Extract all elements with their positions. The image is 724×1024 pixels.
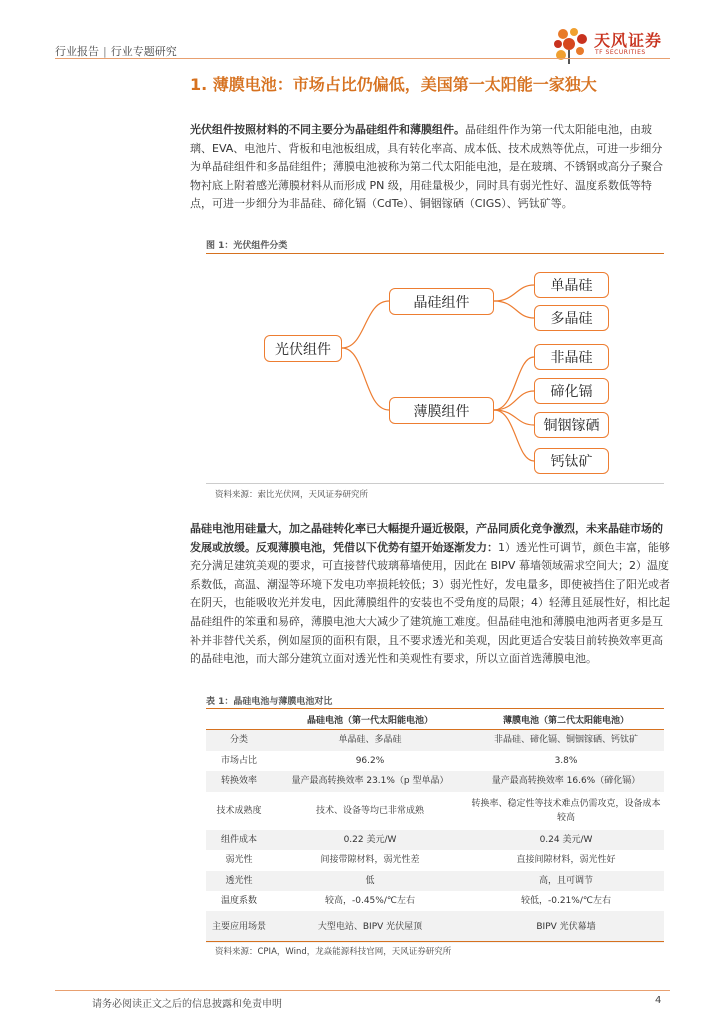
- table-row: [206, 911, 664, 943]
- table-cell: 转换率、稳定性等技术难点仍需攻克，设备成本较高: [471, 798, 661, 823]
- footer-disclaimer: 请务必阅读正文之后的信息披露和免责申明: [92, 999, 282, 1010]
- table-cell: 直接间隙材料，弱光性好: [516, 855, 616, 865]
- table-row: [206, 871, 664, 891]
- paragraph-advantages: [190, 520, 670, 669]
- table-source: 资料来源：CPIA，Wind，龙焱能源科技官网，天风证券研究所: [215, 947, 452, 957]
- footer-divider: [55, 990, 670, 991]
- table-cell: 弱光性: [225, 855, 253, 865]
- table-cell: 主要应用场景: [206, 911, 272, 943]
- paragraph-intro: [190, 121, 670, 214]
- table-header-cell: 薄膜电池（第二代太阳能电池）: [468, 709, 664, 730]
- paragraph-advantages-lead: 晶硅电池用硅量大，加之晶硅转化率已大幅提升逼近极限，产品同质化竞争激烈，未来晶硅市场的发展或放缓。反观薄膜电池，凭借以下优势有望开始逐渐发力：: [190, 522, 663, 554]
- table-cell: 较低，-0.21%/℃左右: [521, 895, 611, 906]
- logo-flower-icon: [550, 26, 592, 66]
- table-cell: 非晶硅、碲化镉、铜铟镓硒、钙钛矿: [468, 730, 664, 751]
- table-cell: 组件成本: [206, 830, 272, 850]
- logo-en: TF SECURITIES: [595, 49, 646, 56]
- table-cell: 单晶硅、多晶硅: [272, 730, 468, 751]
- header-divider: [55, 58, 670, 59]
- table-cell: 分类: [206, 730, 272, 751]
- page-header: [55, 31, 670, 68]
- node-pv-module: 光伏组件: [264, 335, 342, 362]
- table-cell: 技术、设备等均已非常成熟: [315, 805, 424, 816]
- table-row: [206, 751, 664, 771]
- table-cell: 透光性: [206, 871, 272, 891]
- node-amorphous-silicon: 非晶硅: [534, 344, 609, 370]
- table-cell: 转换效率: [206, 771, 272, 792]
- section-title: 1. 薄膜电池：市场占比仍偏低，美国第一太阳能一家独大: [190, 75, 597, 94]
- table-header-cell: [206, 709, 272, 730]
- paragraph-intro-body: 晶硅组件作为第一代太阳能电池，由玻璃、EVA、电池片、背板和电池板组成，具有转化率高、成本低、技术成熟等优点，可进一步细分为单晶硅组件和多晶硅组件；薄膜电池被称为第二代太阳能电池，是在玻璃、不锈钢或高分子聚合物衬底上附着感光薄膜材料从而形成 PN 级，用硅量极少，同时具有弱光性好、温度系数低等特点，可进一步细分为非晶硅、碲化镉（CdTe）、铜铟镓硒（CIGS）、钙钛矿等。: [190, 123, 663, 211]
- table-cell: 量产最高转换效率 23.1%（p 型单晶）: [272, 771, 468, 792]
- paragraph-intro-lead: 光伏组件按照材料的不同主要分为晶硅组件和薄膜组件。: [190, 123, 465, 136]
- page-number: 4: [655, 995, 662, 1006]
- table-header-row: [206, 709, 664, 730]
- table-cell: 技术成熟度: [216, 805, 262, 816]
- logo-name: 天风证券: [594, 31, 663, 50]
- node-cdte: 碲化镉: [534, 378, 609, 404]
- table-row: [206, 891, 664, 911]
- table-cell: 温度系数: [220, 895, 257, 906]
- table-cell: 量产最高转换效率 16.6%（碲化镉）: [468, 771, 664, 792]
- figure-label: 图 1：光伏组件分类: [206, 241, 288, 251]
- paragraph-advantages-body: 1）透光性可调节，颜色丰富，能够充分满足建筑美观的要求，可直接替代玻璃幕墙使用，因此在 BIPV 幕墙领域需求空间大；2）温度系数低，高温、潮湿等环境下发电功率损耗较低；3）弱光性好，发电量多，即使被挡住了阳光或者在阴天，也能吸收光并发电，因此薄膜组件的安装也不受角度的局限；4）轻薄且延展性好，相比起晶硅组件的笨重和易碎，薄膜电池大大减少了建筑施工难度。但晶硅电池和薄膜电池两者更多是互补并非替代关系，例如屋顶的面积有限，且不要求透光和美观，因此更适合安装目前转换效率更高的晶硅电池，而大部分建筑立面对透光性和美观性有要求，所以立面首选薄膜电池。: [190, 540, 670, 666]
- classification-diagram: [206, 258, 666, 483]
- figure-source: 资料来源：索比光伏网，天风证券研究所: [215, 490, 369, 500]
- table-cell: 低: [272, 871, 468, 891]
- node-cigs: 铜铟镓硒: [534, 412, 609, 438]
- figure-top-rule: [206, 253, 664, 254]
- table-cell: 0.24 美元/W: [468, 830, 664, 850]
- node-poly-silicon: 多晶硅: [534, 305, 609, 331]
- table-cell: 间接带隙材料，弱光性差: [320, 855, 420, 865]
- table-cell: 0.22 美元/W: [272, 830, 468, 850]
- header-category: [55, 43, 177, 59]
- header-report-type: 行业报告: [55, 45, 99, 58]
- table-cell: BIPV 光伏幕墙: [468, 911, 664, 943]
- table-cell: 大型电站、BIPV 光伏屋顶: [272, 911, 468, 943]
- table-label: 表 1：晶硅电池与薄膜电池对比: [206, 697, 333, 707]
- table-row: [206, 850, 664, 871]
- table-row: [206, 830, 664, 850]
- table-cell: 96.2%: [355, 755, 385, 766]
- header-separator: |: [103, 45, 107, 58]
- node-mono-silicon: 单晶硅: [534, 272, 609, 298]
- table-bottom-rule: [206, 941, 664, 942]
- table-row: [206, 792, 664, 830]
- table-cell: 高，且可调节: [468, 871, 664, 891]
- table-cell: 3.8%: [554, 755, 578, 766]
- table-cell: 市场占比: [220, 755, 257, 766]
- comparison-table: [206, 708, 664, 943]
- node-crystalline: 晶硅组件: [389, 288, 494, 315]
- node-thin-film: 薄膜组件: [389, 397, 494, 424]
- brand-logo: [550, 26, 670, 66]
- table-header-cell: 晶硅电池（第一代太阳能电池）: [272, 709, 468, 730]
- node-perovskite: 钙钛矿: [534, 448, 609, 474]
- table-row: [206, 771, 664, 792]
- header-report-subtype: 行业专题研究: [110, 45, 177, 58]
- table-cell: 较高，-0.45%/℃左右: [325, 895, 415, 906]
- table-row: [206, 730, 664, 751]
- figure-bottom-rule: [206, 483, 664, 484]
